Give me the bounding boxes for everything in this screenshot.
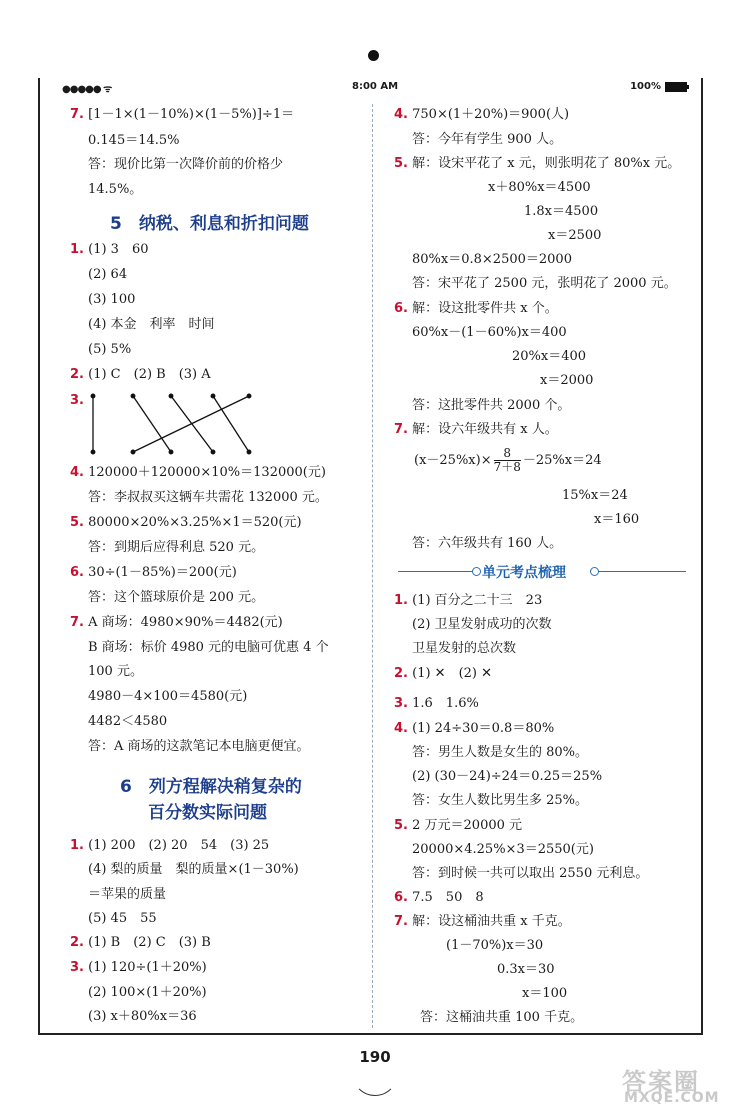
question-number: 5. — [70, 515, 84, 530]
question-number: 4. — [70, 465, 84, 480]
u-q4-line1 — [394, 721, 554, 737]
r-q5-line6: 答：宋平花了 2500 元，张明花了 2000 元。 — [412, 276, 677, 291]
heading-dot-left — [472, 567, 481, 576]
question-number: 7. — [70, 615, 84, 630]
watermark-text: 答案圈 — [622, 1068, 700, 1096]
question-number: 3. — [394, 696, 408, 711]
fraction — [494, 447, 521, 474]
s5-q7-line3: 100 元。 — [88, 664, 143, 679]
status-bar — [40, 78, 701, 96]
fraction-denominator: 7＋8 — [493, 460, 521, 474]
question-number: 7. — [394, 914, 408, 929]
answer-text: (1) B (2) C (3) B — [88, 935, 211, 950]
watermark-url: MXQE.COM — [624, 1090, 720, 1106]
r-q7-line1 — [394, 422, 558, 438]
s6-q1-line2: (4) 梨的质量 梨的质量×(1－30%) — [88, 862, 299, 877]
question-number: 1. — [394, 593, 408, 608]
question-number: 2. — [70, 935, 84, 950]
answer-text: 80000×20%×3.25%×1＝520(元) — [88, 515, 302, 530]
question-number: 4. — [394, 107, 408, 122]
question-number: 2. — [70, 367, 84, 382]
s6-q3-line3: (3) x＋80%x＝36 — [88, 1009, 197, 1024]
r-q4-line1 — [394, 107, 569, 123]
match-dot — [131, 394, 135, 398]
s5-q3-label — [70, 393, 84, 409]
u-q5-line2: 20000×4.25%×3＝2550(元) — [412, 842, 594, 857]
answer-text: 解：设这桶油共重 x 千克。 — [412, 914, 571, 929]
fraction-numerator: 8 — [494, 447, 521, 461]
answer-text: (1) ✕ (2) ✕ — [412, 666, 493, 681]
s6-q3-line2: (2) 100×(1＋20%) — [88, 985, 207, 1000]
answer-text: A 商场：4980×90%＝4482(元) — [88, 615, 283, 630]
status-time: 8:00 AM — [352, 81, 399, 92]
u-q7-line5: 答：这桶油共重 100 千克。 — [420, 1010, 584, 1025]
match-dot — [91, 394, 95, 398]
question-number: 6. — [394, 890, 408, 905]
s5-q6-line1 — [70, 565, 237, 581]
answer-7-top-line2: 0.145＝14.5% — [88, 133, 180, 148]
s6-q2 — [70, 935, 211, 951]
u-q7-line3: 0.3x＝30 — [497, 962, 555, 977]
answer-text: 120000＋120000×10%＝132000(元) — [88, 465, 326, 480]
u-q7-line2: (1－70%)x＝30 — [446, 938, 544, 953]
answer-7-top-line3: 答：现价比第一次降价前的价格少 — [88, 157, 284, 172]
s6-q1-line4: (5) 45 55 — [88, 911, 157, 926]
section-5-heading — [110, 209, 309, 234]
page-number-text: 190 — [359, 1048, 391, 1066]
heading-rule-right — [598, 571, 686, 572]
s5-q7-line5: 4482＜4580 — [88, 714, 168, 729]
r-q7-line5: 答：六年级共有 160 人。 — [412, 536, 563, 551]
answer-text: 解：设这批零件共 x 个。 — [412, 301, 558, 316]
battery-percent: 100% — [630, 81, 661, 92]
question-number: 6. — [394, 301, 408, 316]
u-q7-line4: x＝100 — [522, 986, 568, 1001]
s5-q1-line1 — [70, 242, 149, 258]
u-q1-line1 — [394, 593, 542, 609]
s5-q5-line1 — [70, 515, 302, 531]
answer-text: 30÷(1－85%)＝200(元) — [88, 565, 237, 580]
answer-text: (1) 120÷(1＋20%) — [88, 960, 207, 975]
question-number: 4. — [394, 721, 408, 736]
page-number — [352, 1044, 398, 1074]
answer-text: 1.6̇ 1.6% — [412, 696, 479, 711]
answer-text: [1－1×(1－10%)×(1－5%)]÷1＝ — [88, 107, 295, 122]
s6-q1-line1 — [70, 838, 269, 854]
s5-q1-line3: (3) 100 — [88, 292, 136, 307]
r-q5-line3: 1.8x＝4500 — [524, 204, 599, 219]
u-q1-line2: (2) 卫星发射成功的次数 — [412, 617, 552, 632]
s5-q2 — [70, 367, 211, 383]
r-q6-line1 — [394, 301, 558, 317]
section-number: 6 — [120, 777, 132, 797]
r-q4-line2: 答：今年有学生 900 人。 — [412, 132, 563, 147]
match-dot — [247, 394, 251, 398]
s5-q7-line1 — [70, 615, 283, 631]
s6-q3-line1 — [70, 960, 207, 976]
r-q7-line3: 15%x＝24 — [562, 488, 628, 503]
question-number: 3. — [70, 393, 84, 408]
battery-status — [630, 81, 687, 92]
s5-q5-line2: 答：到期后应得利息 520 元。 — [88, 540, 265, 555]
unit-review-heading — [398, 562, 686, 582]
s5-q7-line2: B 商场：标价 4980 元的电脑可优惠 4 个 — [88, 640, 329, 655]
question-number: 7. — [394, 422, 408, 437]
r-q6-line4: x＝2000 — [540, 373, 594, 388]
r-q6-line3: 20%x＝400 — [512, 349, 587, 364]
question-number: 3. — [70, 960, 84, 975]
section-title: 纳税、利息和折扣问题 — [138, 214, 309, 234]
section-6-heading-line2: 百分数实际问题 — [148, 803, 267, 823]
s5-q7-line6: 答：A 商场的这款笔记本电脑更便宜。 — [88, 739, 310, 754]
question-number: 2. — [394, 666, 408, 681]
answer-text: (1) 24÷30＝0.8＝80% — [412, 721, 555, 736]
r-q6-line2: 60%x－(1－60%)x＝400 — [412, 325, 567, 340]
match-dot — [131, 450, 135, 454]
question-number: 5. — [394, 156, 408, 171]
s5-q6-line2: 答：这个篮球原价是 200 元。 — [88, 590, 265, 605]
matching-lines-diagram — [85, 393, 265, 457]
answer-7-top-line4: 14.5%。 — [88, 182, 143, 197]
s5-q4-line2: 答：李叔叔买这辆车共需花 132000 元。 — [88, 490, 328, 505]
r-q7-equation — [414, 446, 602, 476]
signal-indicator: ●●●●● ᯤ — [62, 84, 112, 95]
section-number: 5 — [110, 214, 122, 234]
question-number: 6. — [70, 565, 84, 580]
battery-icon — [665, 82, 687, 92]
match-dot — [169, 394, 173, 398]
s5-q1-line5: (5) 5% — [88, 342, 132, 357]
match-dot — [247, 450, 251, 454]
equation-right: －25%x＝24 — [522, 453, 602, 468]
answer-text: (1) 百分之二十三 23 — [412, 593, 543, 608]
u-q5-line3: 答：到时候一共可以取出 2550 元利息。 — [412, 866, 649, 881]
answer-7-top-line1 — [70, 107, 294, 123]
section-title: 列方程解决稍复杂的 — [148, 777, 302, 797]
match-dot — [211, 394, 215, 398]
s6-q1-line3: ＝苹果的质量 — [88, 887, 167, 902]
u-q4-line2: 答：男生人数是女生的 80%。 — [412, 745, 589, 760]
question-number: 1. — [70, 242, 84, 257]
match-dot — [211, 450, 215, 454]
section-6-heading-line1 — [120, 772, 302, 797]
equation-left: (x－25%x)× — [414, 453, 492, 468]
match-line — [133, 396, 171, 452]
answer-text: 7.5 50 8 — [412, 890, 484, 905]
u-q6 — [394, 890, 484, 906]
s5-q1-line4: (4) 本金 利率 时间 — [88, 317, 215, 332]
u-q7-line1 — [394, 914, 571, 930]
u-q4-line3: (2) (30－24)÷24＝0.25＝25% — [412, 769, 603, 784]
question-number: 1. — [70, 838, 84, 853]
u-q5-line1 — [394, 818, 522, 834]
match-dot — [91, 450, 95, 454]
u-q1-line3: 卫星发射的总次数 — [412, 641, 517, 656]
answer-text: 750×(1＋20%)＝900(人) — [412, 107, 570, 122]
s5-q7-line4: 4980－4×100＝4580(元) — [88, 689, 248, 704]
tablet-camera — [368, 50, 379, 61]
answer-text: (1) 200 (2) 20 54 (3) 25 — [88, 838, 270, 853]
column-divider — [372, 104, 373, 1028]
r-q5-line1 — [394, 156, 680, 172]
answer-text: (1) 3 60 — [88, 242, 149, 257]
r-q5-line4: x＝2500 — [548, 228, 602, 243]
match-dot — [169, 450, 173, 454]
watermark-logo — [610, 1060, 750, 1110]
s5-q4-line1 — [70, 465, 326, 481]
heading-rule-left — [398, 571, 476, 572]
r-q5-line2: x＋80%x＝4500 — [488, 180, 591, 195]
s5-q1-line2: (2) 64 — [88, 267, 128, 282]
unit-review-title: 单元考点梳理 — [482, 565, 566, 581]
answer-text: 2 万元＝20000 元 — [412, 818, 523, 833]
answer-text: (1) C (2) B (3) A — [88, 367, 211, 382]
answer-text: 解：设宋平花了 x 元，则张明花了 80%x 元。 — [412, 156, 681, 171]
answer-text: 解：设六年级共有 x 人。 — [412, 422, 558, 437]
question-number: 7. — [70, 107, 84, 122]
u-q2 — [394, 666, 492, 682]
u-q3 — [394, 696, 479, 712]
r-q7-line4: x＝160 — [594, 512, 640, 527]
question-number: 5. — [394, 818, 408, 833]
r-q5-line5: 80%x＝0.8×2500＝2000 — [412, 252, 572, 267]
r-q6-line5: 答：这批零件共 2000 个。 — [412, 398, 571, 413]
u-q4-line4: 答：女生人数比男生多 25%。 — [412, 793, 589, 808]
